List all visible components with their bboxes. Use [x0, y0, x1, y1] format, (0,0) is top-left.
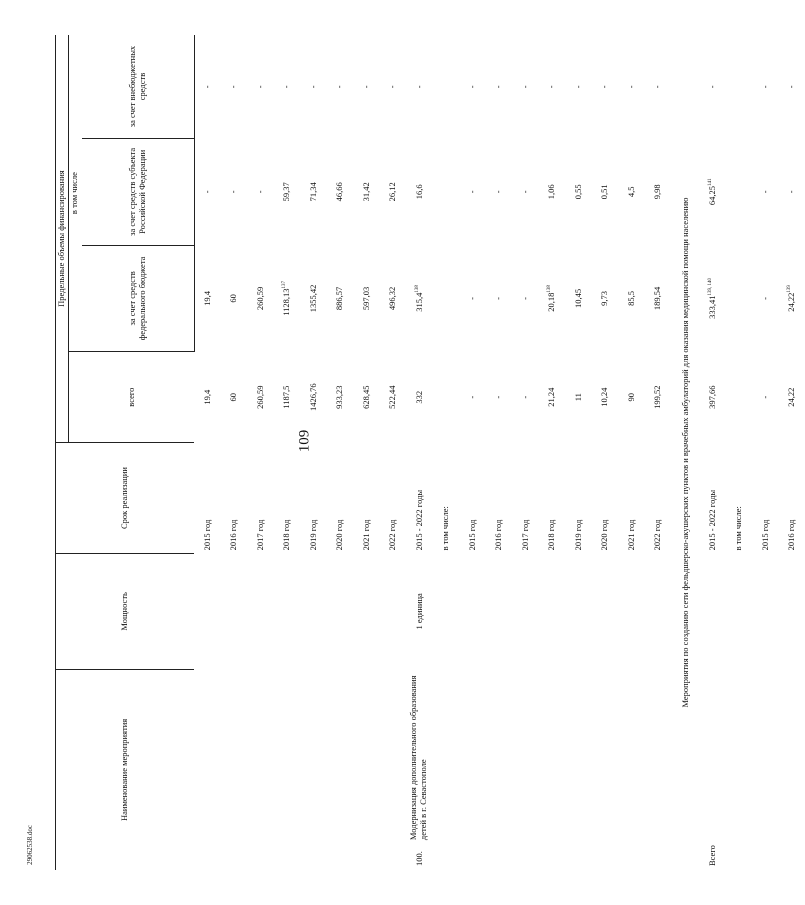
- row-regional: -: [466, 190, 477, 194]
- row-name: [565, 669, 592, 843]
- row-regional: 26,12: [387, 182, 398, 202]
- row-total: 1426,76: [307, 383, 318, 411]
- row-regional: -: [228, 190, 239, 194]
- table-row: [459, 35, 486, 870]
- header-regional: за счет средств субъекта Российской Федерации: [82, 139, 195, 246]
- row-extra: -: [360, 85, 371, 89]
- row-total: [433, 352, 460, 443]
- row-name: [221, 669, 248, 843]
- row-number: [618, 843, 645, 870]
- row-federal: 19,4: [201, 290, 212, 306]
- row-capacity: [194, 553, 221, 669]
- row-capacity: [221, 553, 248, 669]
- row-total: 19,4: [201, 389, 212, 405]
- row-total: 332: [413, 390, 424, 404]
- row-total: 260,59: [254, 385, 265, 409]
- row-extra: -: [546, 85, 557, 89]
- footnote-marker: 138: [547, 285, 553, 293]
- table-body: [194, 35, 671, 870]
- table-row: [433, 35, 460, 870]
- row-number: [380, 843, 407, 870]
- row-regional: 1,06: [546, 184, 557, 200]
- section-block: [671, 35, 699, 870]
- row-federal: 60: [228, 294, 239, 303]
- row-regional: 9,98: [652, 184, 663, 200]
- header-period: Срок реализации: [56, 443, 195, 554]
- row-total: 60: [228, 392, 239, 402]
- row-regional: -: [786, 190, 797, 194]
- row-period: 2018 год: [281, 519, 292, 551]
- table-row: [699, 35, 726, 870]
- row-extra: -: [706, 85, 717, 89]
- footnote-marker: 139, 140: [707, 277, 713, 296]
- row-name: [618, 669, 645, 843]
- row-period: 2021 год: [625, 519, 636, 551]
- row-number: Всего: [706, 845, 717, 866]
- row-regional: -: [493, 190, 504, 194]
- row-federal: 333,41$^{139, 140}$: [706, 277, 717, 319]
- row-extra: -: [281, 85, 292, 89]
- table-row: [353, 35, 380, 870]
- row-regional: 4,5: [625, 186, 636, 198]
- row-capacity: [353, 553, 380, 669]
- row-extra: -: [413, 85, 424, 89]
- row-total: 90: [625, 392, 636, 402]
- table-row: [300, 35, 327, 870]
- row-federal: -: [759, 296, 770, 300]
- table-row: [406, 35, 433, 870]
- row-total: 10,24: [599, 387, 610, 407]
- row-name: [699, 669, 726, 843]
- row-extra: -: [572, 85, 583, 89]
- row-name: [779, 669, 805, 843]
- row-regional: -: [759, 190, 770, 194]
- table-row: [380, 35, 407, 870]
- header-limits: Предельные объемы финансирования: [56, 35, 69, 443]
- row-total: 933,23: [334, 385, 345, 409]
- row-total: -: [466, 395, 477, 399]
- row-capacity: [779, 553, 805, 669]
- row-federal: 1355,42: [307, 284, 318, 313]
- row-federal: -: [519, 296, 530, 300]
- row-total: -: [519, 395, 530, 399]
- row-period: 2015 - 2022 годы: [706, 489, 717, 551]
- row-extra: -: [201, 85, 212, 89]
- row-number: [327, 843, 354, 870]
- row-extra: [433, 35, 460, 139]
- row-extra: -: [228, 85, 239, 89]
- footnote-marker: 139: [787, 285, 793, 293]
- row-name: [726, 669, 753, 843]
- table-row: [592, 35, 619, 870]
- row-capacity: 1 единица: [413, 593, 424, 630]
- header-extra: за счет внебюджетных средств: [82, 35, 195, 139]
- row-extra: -: [599, 85, 610, 89]
- row-capacity: [726, 553, 753, 669]
- row-number: [353, 843, 380, 870]
- row-number: [565, 843, 592, 870]
- row-total: 21,24: [546, 387, 557, 407]
- page-number: 109: [296, 429, 313, 453]
- row-number: [486, 843, 513, 870]
- row-capacity: [274, 553, 301, 669]
- row-extra: -: [307, 85, 318, 89]
- row-regional: 64,25$^{141}$: [706, 178, 717, 206]
- row-name: [247, 669, 274, 843]
- row-number: 100.: [413, 851, 424, 866]
- row-extra: -: [786, 85, 797, 89]
- row-number: [592, 843, 619, 870]
- table-body-section: [699, 35, 805, 870]
- table-row: [726, 35, 753, 870]
- row-period: 2020 год: [334, 519, 345, 551]
- header-name: Наименование мероприятия: [56, 669, 195, 870]
- row-period: 2017 год: [254, 519, 265, 551]
- row-extra: -: [387, 85, 398, 89]
- row-name: [645, 669, 672, 843]
- row-total: [726, 352, 753, 443]
- table-row: [221, 35, 248, 870]
- row-name: [539, 669, 566, 843]
- row-number: [645, 843, 672, 870]
- row-number: [247, 843, 274, 870]
- footnote-marker: 137: [282, 280, 288, 289]
- row-name: Модернизация дополнительного образования детей в г. Севастополе: [408, 675, 429, 841]
- row-capacity: [699, 553, 726, 669]
- header-including: в том числе: [69, 172, 80, 215]
- row-period: 2015 год: [759, 519, 770, 551]
- financing-table: [55, 35, 805, 870]
- row-regional: 0,55: [572, 184, 583, 200]
- table-row: [539, 35, 566, 870]
- row-period: 2015 - 2022 годы: [413, 489, 424, 551]
- row-extra: -: [334, 85, 345, 89]
- section-title: Мероприятия по созданию сети фельдшерско-акушерских пунктов и врачебных амбулаторий для оказания медицинской помощи населению: [680, 197, 691, 708]
- row-number: [274, 843, 301, 870]
- header-capacity: Мощность: [56, 553, 195, 669]
- row-name: [300, 669, 327, 843]
- row-capacity: [618, 553, 645, 669]
- footnote-marker: 141: [707, 178, 713, 187]
- row-regional: 16,6: [413, 184, 424, 200]
- row-number: [433, 843, 460, 870]
- row-extra: -: [625, 85, 636, 89]
- row-total: 628,45: [360, 385, 371, 409]
- row-capacity: [486, 553, 513, 669]
- row-total: 199,52: [652, 385, 663, 409]
- row-regional: -: [201, 190, 212, 194]
- row-period: 2019 год: [572, 519, 583, 551]
- row-capacity: [459, 553, 486, 669]
- table-row: [486, 35, 513, 870]
- row-number: [300, 843, 327, 870]
- table-row: [247, 35, 274, 870]
- row-federal: 260,59: [254, 286, 265, 311]
- row-number: [512, 843, 539, 870]
- row-federal: [433, 245, 460, 352]
- row-period: 2021 год: [360, 519, 371, 551]
- row-regional: 31,42: [360, 182, 371, 202]
- row-federal: -: [493, 296, 504, 300]
- row-total: -: [759, 395, 770, 399]
- row-regional: [433, 139, 460, 246]
- row-period: 2016 год: [228, 519, 239, 551]
- row-federal: 886,57: [334, 286, 345, 311]
- row-regional: -: [254, 190, 265, 194]
- row-capacity: [300, 553, 327, 669]
- row-extra: -: [466, 85, 477, 89]
- row-extra: -: [254, 85, 265, 89]
- footer-code: 29062538.doc: [26, 825, 34, 865]
- row-extra: -: [493, 85, 504, 89]
- row-federal: 189,54: [652, 286, 663, 311]
- row-period: 2022 год: [387, 519, 398, 551]
- table-row: [194, 35, 221, 870]
- row-federal: 9,73: [599, 290, 610, 306]
- table-row: [618, 35, 645, 870]
- row-total: 24,22: [786, 387, 797, 407]
- row-name: [459, 669, 486, 843]
- row-name: [274, 669, 301, 843]
- row-number: [752, 843, 779, 870]
- row-name: [592, 669, 619, 843]
- row-period: в том числе:: [440, 506, 451, 551]
- header-federal: за счет средств федерального бюджета: [82, 245, 195, 352]
- row-capacity: [539, 553, 566, 669]
- row-federal: [726, 245, 753, 352]
- row-number: [194, 843, 221, 870]
- header-total: всего: [68, 352, 194, 443]
- row-total: 1187,5: [281, 385, 292, 409]
- row-period: 2016 год: [786, 519, 797, 551]
- table-row: [327, 35, 354, 870]
- row-number: [221, 843, 248, 870]
- row-period: 2022 год: [652, 519, 663, 551]
- row-capacity: [247, 553, 274, 669]
- row-federal: 496,32: [387, 286, 398, 311]
- row-federal: 24,22$^{139}$: [786, 285, 797, 312]
- row-name: [194, 669, 221, 843]
- row-regional: 46,66: [334, 182, 345, 202]
- table-row: [512, 35, 539, 870]
- row-capacity: [752, 553, 779, 669]
- row-period: 2020 год: [599, 519, 610, 551]
- row-federal: -: [466, 296, 477, 300]
- row-extra: -: [759, 85, 770, 89]
- row-total: -: [493, 395, 504, 399]
- table-row: [779, 35, 805, 870]
- row-capacity: [327, 553, 354, 669]
- row-number: [539, 843, 566, 870]
- row-name: [353, 669, 380, 843]
- row-capacity: [433, 553, 460, 669]
- row-federal: 597,03: [360, 286, 371, 311]
- row-period: в том числе:: [733, 506, 744, 551]
- row-regional: 0,51: [599, 184, 610, 200]
- row-federal: 315,4$^{138}$: [413, 285, 424, 312]
- row-capacity: [380, 553, 407, 669]
- row-period: 2016 год: [493, 519, 504, 551]
- row-number: [779, 843, 805, 870]
- row-number: [459, 843, 486, 870]
- row-capacity: [592, 553, 619, 669]
- row-federal: 20,18$^{138}$: [546, 285, 557, 312]
- table-row: [752, 35, 779, 870]
- row-period: 2018 год: [546, 519, 557, 551]
- row-extra: -: [652, 85, 663, 89]
- row-regional: 59,37: [281, 182, 292, 202]
- row-period: 2017 год: [519, 519, 530, 551]
- row-period: 2019 год: [307, 519, 318, 551]
- row-capacity: [645, 553, 672, 669]
- row-regional: -: [519, 190, 530, 194]
- row-extra: [726, 35, 753, 139]
- table-row: [645, 35, 672, 870]
- footnote-marker: 138: [414, 285, 420, 293]
- row-period: 2015 год: [201, 519, 212, 551]
- row-name: [512, 669, 539, 843]
- row-name: [327, 669, 354, 843]
- row-name: [486, 669, 513, 843]
- row-federal: 10,45: [572, 288, 583, 308]
- table-row: [565, 35, 592, 870]
- row-name: [380, 669, 407, 843]
- rotated-table-page: [55, 35, 797, 870]
- row-federal: 1128,13$^{137}$: [281, 280, 292, 316]
- row-federal: 85,5: [625, 290, 636, 306]
- row-total: 11: [572, 393, 583, 402]
- row-number: [726, 843, 753, 870]
- row-period: 2015 год: [466, 519, 477, 551]
- row-total: 397,66: [706, 385, 717, 409]
- row-regional: 71,34: [307, 182, 318, 202]
- section-row: [671, 35, 699, 870]
- row-name: [433, 669, 460, 843]
- table-row: [274, 35, 301, 870]
- row-capacity: [565, 553, 592, 669]
- row-total: 522,44: [387, 385, 398, 409]
- row-capacity: [512, 553, 539, 669]
- row-name: [752, 669, 779, 843]
- row-extra: -: [519, 85, 530, 89]
- row-regional: [726, 139, 753, 246]
